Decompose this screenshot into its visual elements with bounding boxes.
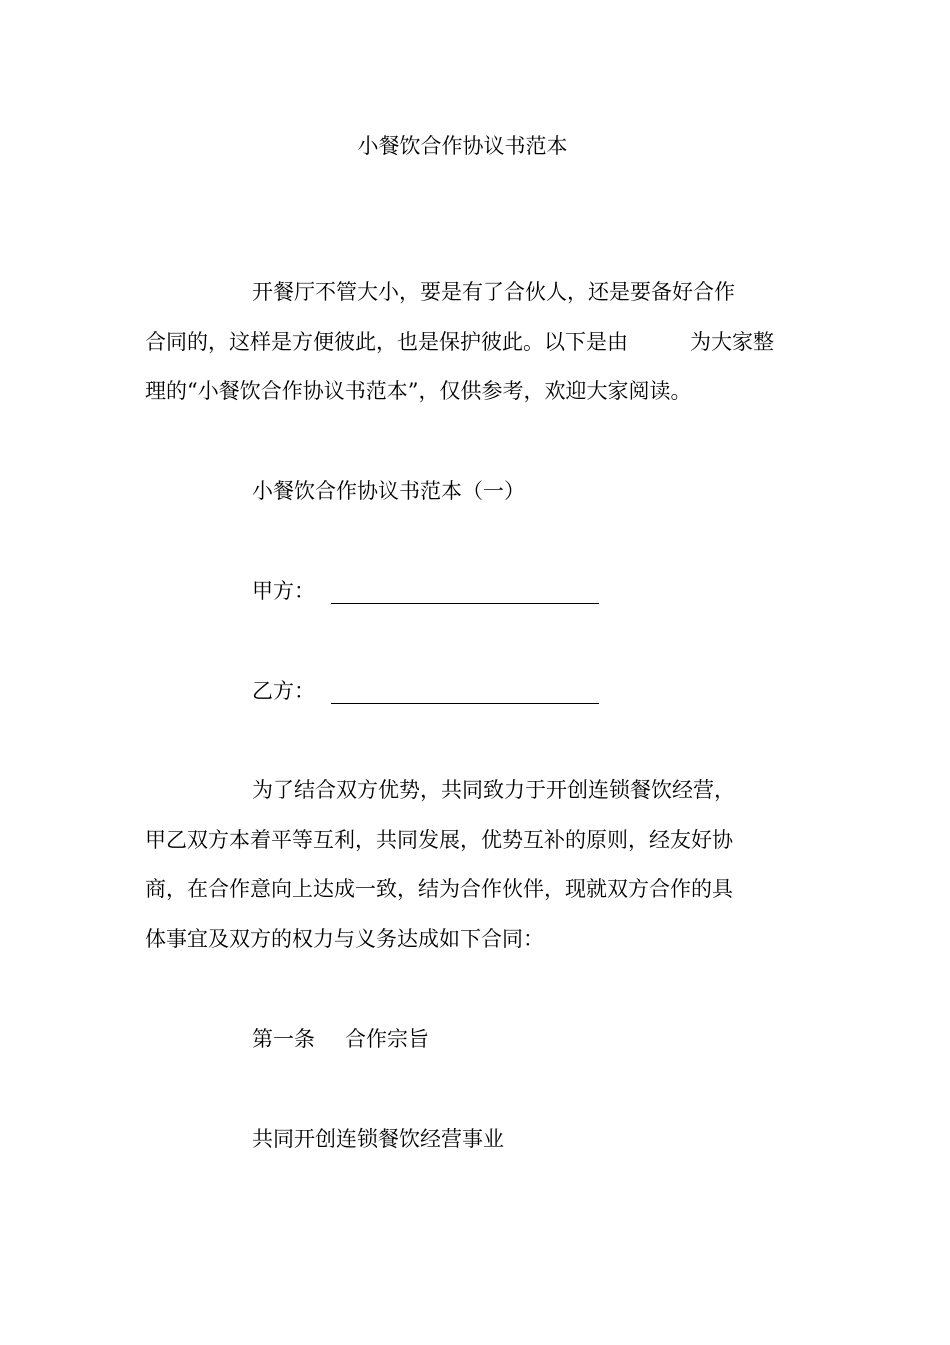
body-line-1: 为了结合双方优势，共同致力于开创连锁餐饮经营， — [252, 778, 735, 802]
article-1-number: 第一条 — [252, 1027, 315, 1051]
intro-line-3: 理的“小餐饮合作协议书范本”，仅供参考，欢迎大家阅读。 — [145, 379, 692, 403]
party-b-row — [252, 678, 599, 704]
party-a-blank-line — [331, 581, 599, 604]
intro-line-2-end: 为大家整 — [690, 330, 774, 354]
party-b-label: 乙方： — [252, 679, 315, 703]
article-1-heading — [252, 1026, 429, 1052]
party-b-blank-line — [331, 681, 599, 704]
intro-line-2-start: 合同的，这样是方便彼此，也是保护彼此。以下是由 — [145, 330, 628, 354]
article-1-content: 共同开创连锁餐饮经营事业 — [252, 1127, 504, 1151]
document-title: 小餐饮合作协议书范本 — [357, 134, 568, 158]
body-line-3: 商，在合作意向上达成一致，结为合作伙伴，现就双方合作的具 — [145, 877, 733, 901]
intro-line-2 — [145, 329, 774, 355]
body-line-2: 甲乙双方本着平等互利，共同发展，优势互补的原则，经友好协 — [145, 828, 733, 852]
body-line-4: 体事宜及双方的权力与义务达成如下合同： — [145, 927, 544, 951]
party-a-label: 甲方： — [252, 579, 315, 603]
article-1-title: 合作宗旨 — [345, 1027, 429, 1051]
party-a-row — [252, 578, 599, 604]
section-heading: 小餐饮合作协议书范本（一） — [252, 479, 525, 503]
intro-line-1: 开餐厅不管大小，要是有了合伙人，还是要备好合作 — [252, 280, 735, 304]
